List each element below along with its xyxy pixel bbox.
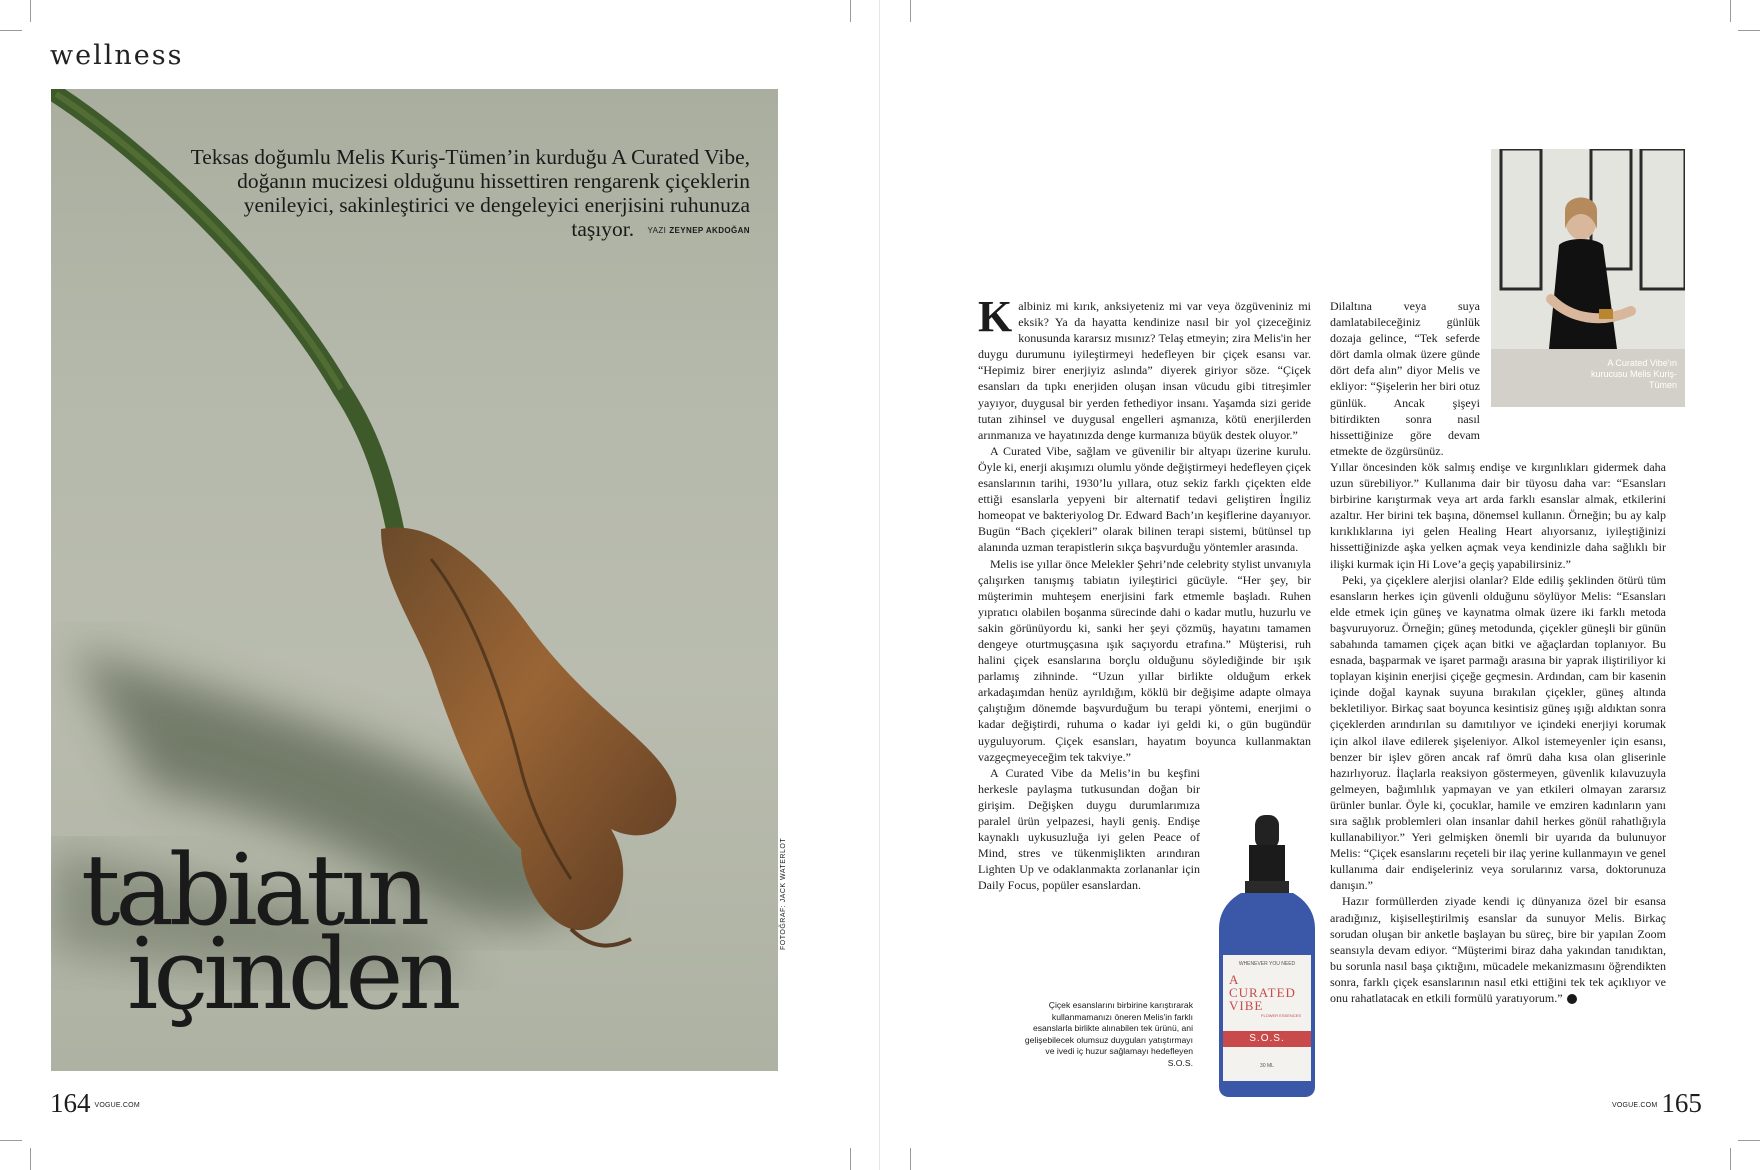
crop-mark (910, 0, 911, 22)
bottle-product-name: S.O.S. (1249, 1033, 1285, 1044)
intro-text: Teksas doğumlu Melis Kuriş-Tümen’in kurduğu A Curated Vibe, doğanın mucizesi olduğunu hissettiren rengarenk çiçeklerin yenileyici, sakinleştirici ve dengeleyici enerjisini ruhunuza taşıyor. (190, 145, 750, 241)
crop-mark (1730, 0, 1731, 22)
byline-prefix: YAZI (647, 226, 667, 236)
paragraph: A Curated Vibe, sağlam ve güvenilir bir altyapı üzerine kurulu. Öyle ki, enerji akışımızı olumlu yönde değiştirmeyi hedefleyen çiçek esanslarının tarihi, 1930’lu yıllara, otuz sekiz farklı çiçekten elde ettiği esanslarla yepyeni bir alternatif tedavi geliştiren İngiliz homeopat ve bakteriyolog Dr. Edward Bach’ın keşiflerine dayanıyor. Bugün “Bach çiçekleri” olarak bilinen terapi sistemi, bütünsel tıp alanında uzman terapistlerin sıkça başvurduğu yöntemler arasında. (978, 443, 1311, 555)
page-number: 165 (1661, 1088, 1702, 1118)
page-gutter (879, 0, 880, 1170)
bottle-brand-a: A (1229, 972, 1240, 987)
section-title: wellness (50, 40, 184, 71)
crop-mark (1738, 30, 1760, 31)
paragraph: Yıllar öncesinden kök salmış endişe ve kırgınlıkları gidermek daha uzun sürebiliyor.” Kullanıma dair bir tüyosu daha var: “Esansları birbirine karıştırmak veya art arda farklı esanslar almak, etkilerini azaltır. Her birini tek başına, dönemsel kullanın. Örneğin; bu ay kalp kırıklıklarına iyi gelen Healing Heart alıyorsanız, iyileştiğinizi hissettiğinizde aşka yelken açmak veya kendinizle daha sağlıklı bir ilişki kurmak için Hi Love’a geçiş yapabilirsiniz.” (1330, 459, 1666, 571)
crop-mark (1730, 1148, 1731, 1170)
paragraph: Dilaltına veya suya damlatabileceğiniz günlük dozaja gelince, “Tek seferde dört damla olmak üzere günde dört defa alın” diyor Melis ve ekliyor: “Şişelerin her biri otuz günlük. Ancak şişeyi bitirdikten sonra nasıl hissettiğinize göre devam etmekte de özgürsünüz. (1330, 299, 1480, 458)
headline-line-1: tabiatın (81, 834, 426, 948)
crop-mark (1738, 1140, 1760, 1141)
bottle-brand (1229, 973, 1309, 1012)
byline-name: ZEYNEP AKDOĞAN (669, 226, 750, 236)
page-number-left (50, 1088, 140, 1119)
paragraph: Hazır formüllerden ziyade kendi iç dünyanıza özel bir esansa aradığınız, kişiselleştirilmiş esanslar da sunuyor Melis. Birkaç sorudan oluşan bir anketle başlayan bu süreç, bire bir yapılan Zoom seansıyla devam ediyor. “Müşterimi biraz daha yakından tanıdıktan, bu sorunla nasıl başa çıktığını, mücadele mekanizmasını öğrendikten sonra, farklı çiçek esanslarının nasıl etki ettiğini tek tek açıklıyor ve onu rahatlatacak en etkili formülü yaratıyorum.” (1330, 894, 1666, 1006)
bottle-caption: Çiçek esanslarını birbirine karıştırarak kullanmamanızı öneren Melis'in farklı esanslarla birlikte alınabilen tek ürünü, ani gelişebilecek olumsuz duyguları yatıştırmayı ve ivedi iç huzur sağlamayı hedefleyen S.O.S. (1024, 1000, 1193, 1068)
bottle-illustration (1215, 815, 1319, 1097)
drop-cap: K (978, 292, 1013, 341)
paragraph: A Curated Vibe da Melis’in bu keşfini herkesle paylaşma tutkusundan doğan bir girişim. Değişken duygu durumlarımıza paralel ürün yelpazesi, hayli geniş. Endişe kaynaklı uykusuzluğa iyi gelen Peace of Mind, stres ve tükenmişlikten arındıran Lighten Up ve odaklanmakta zorlananlar için Daily Focus, popüler esanslardan. (978, 765, 1200, 893)
bottle-sub: FLOWER ESSENCES (1261, 1013, 1302, 1018)
article-column-1 (978, 292, 1311, 893)
page-number-right (1612, 1088, 1702, 1119)
bottle-brand-vibe: VIBE (1229, 998, 1264, 1013)
paragraph: Peki, ya çiçeklere alerjisi olanlar? Elde ediliş şeklinden ötürü tüm esansların herkes için güvenli olduğunu söylüyor Melis: “Esansları elde etmek için güneş ve kaynatma olmak üzere iki farklı metoda başvuruyoruz. Örneğin; güneş metodunda, çiçekler güneşli bir günün sabahında tamamen çiçek açan bitki ve ağaçlardan toplanıyor. Bu esnada, başparmak ve işaret parmağı arasına bir yaprak iliştiriliyor ki toplayan kişinin enerjisi çiçeğe geçmesin. Ardından, cam bir kasenin içinde doğal kaynak suyuna bırakılan çiçekler, güneş altında bekletiliyor. Birkaç saat boyunca kesintisiz güneş ışığı aldıktan sonra çiçeklerden arındırılan su damıtılıyor ve içindeki enerjiyi korumak için alkol ilave edilerek şişeleniyor. Alkol istemeyenler için esansı, benzer bir işlev gören ancak raf ömrü daha kısa olan gliserinle hazırlıyoruz. İlaçlarla reaksiyon göstermeyen, güvenlik kılavuzuyla gelmeyen, bağımlılık yapmayan ve yan etkileri olmayan zararsız ürünler bunlar. Öyle ki, çocuklar, hamile ve emziren kadınların yanı sıra sağlık problemleri olan insanlar dahil herkes gönül rahatlığıyla kullanabiliyor.” Yeri gelmişken önemli bir uyarıda da bulunuyor Melis: “Çiçek esanslarını reçeteli bir ilaç yerine kullanmayın ve genel kullanıma dair endişeleriniz veya sorularınız varsa, doktorunuza danışın.” (1330, 572, 1666, 893)
crop-mark (0, 30, 22, 31)
byline (647, 226, 750, 235)
hero-photo (51, 89, 778, 1071)
site-name: VOGUE.COM (94, 1102, 140, 1110)
intro-deck (190, 145, 750, 243)
bottle-volume: 30 ML (1260, 1063, 1274, 1069)
bottle-tagline: WHENEVER YOU NEED (1238, 961, 1296, 967)
site-name: VOGUE.COM (1612, 1102, 1658, 1110)
article-column-2 (1330, 298, 1666, 1006)
photo-credit: FOTOĞRAF: JACK WATERLOT (780, 837, 787, 950)
headline-line-2: içinden (127, 918, 457, 1032)
crop-mark (850, 1148, 851, 1170)
page-number: 164 (50, 1088, 91, 1118)
paragraph: Melis ise yıllar önce Melekler Şehri’nde celebrity stylist unvanıyla çalışırken tanışmış tabiatın iyileştirici gücüyle. “Her şey, bir müşterimin muhteşem enerjisini fark etmemle başladı. Ruhen yıpratıcı olabilen boşanma sürecinde dahi o kadar mutlu, huzurlu ve sakin görünüyordu ki, sanki her şeyi çözmüş, hayatını tamamen dengeye oturtmuşçasına ışık saçıyordu etrafına.” Müşterisi, ruh halini çiçek esanslarına borçlu olduğunu söylediğinde bir ışık parlamış zihninde. “Uzun yıllar birlikte olduğum erkek arkadaşımdan henüz ayrıldığım, köklü bir değişime adapte olmaya çalıştığım dönemde başvurduğum bu terapi yöntemi, enerjimi o kadar değiştirdi, ruhuma o kadar iyi geldi ki, o gün bugündür uyguluyorum. Çiçek esansları, hayatım boyunca kullanmaktan vazgeçmeyeceğim tek takviye.” (978, 556, 1311, 764)
crop-mark (30, 1148, 31, 1170)
crop-mark (850, 0, 851, 22)
portrait-caption: A Curated Vibe'ın kurucusu Melis Kuriş-Tümen (1590, 358, 1677, 390)
headline (81, 834, 457, 1032)
end-mark-icon: V (1567, 994, 1577, 1004)
crop-mark (30, 0, 31, 22)
bottle-brand-curated: CURATED (1229, 985, 1296, 1000)
crop-mark (0, 1140, 22, 1141)
paragraph: albiniz mi kırık, anksiyeteniz mi var veya özgüveniniz mi eksik? Ya da hayatta kendinize nasıl bir yol çizeceğiniz konusunda kararsız mısınız? Telaş etmeyin; zira Melis'in her duygu durumunu iyileştirmeyi hedefleyen bir çiçek esansı var. “Hepimiz birer enerjiyiz aslında” diyerek giriyor söze. “Çiçek esansları da tıpkı enerjiden oluşan insan vücudu gibi titreşimler yayıyor, duygusal bir yerden fethediyor insanı. Yaşamda sizi geride tutan zihinsel ve duygusal engelleri aşmanıza, kötü enerjilerden arınmanıza ve hayatınızda denge kurmanıza büyük destek oluyor.” (978, 299, 1311, 442)
crop-mark (910, 1148, 911, 1170)
product-bottle (1215, 815, 1319, 1097)
